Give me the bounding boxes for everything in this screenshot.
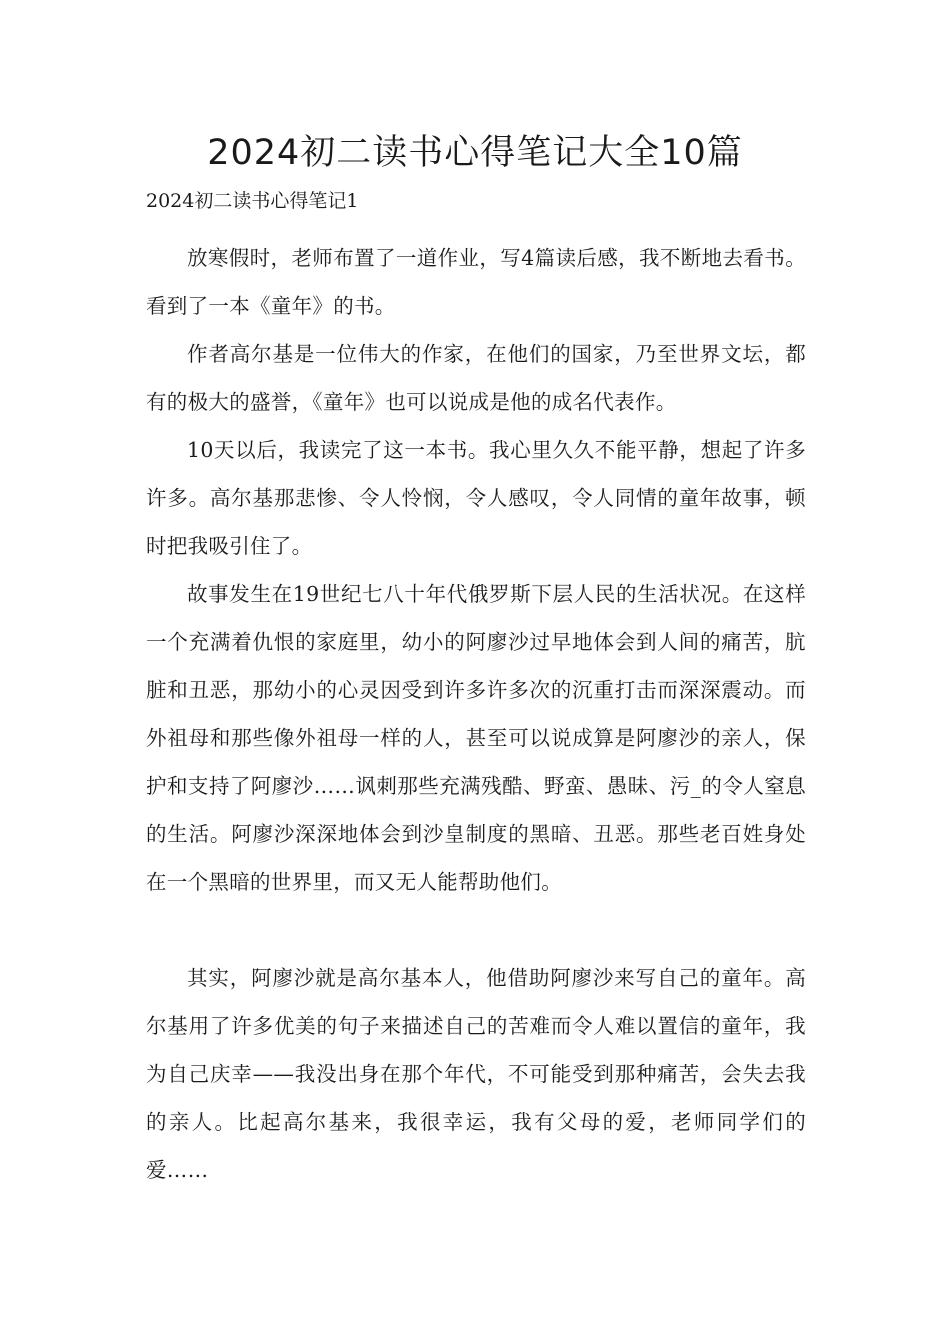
paragraph-4: 故事发生在19世纪七八十年代俄罗斯下层人民的生活状况。在这样一个充满着仇恨的家庭里，幼小的阿廖沙过早地体会到人间的痛苦，肮脏和丑恶，那幼小的心灵因受到许多许多次的沉重打击而深深震动。而外祖母和那些像外祖母一样的人，甚至可以说成算是阿廖沙的亲人，保护和支持了阿廖沙……讽刺那些充满残酷、野蛮、愚昧、污_的令人窒息的生活。阿廖沙深深地体会到沙皇制度的黑暗、丑恶。那些老百姓身处在一个黑暗的世界里，而又无人能帮助他们。 [146,582,806,894]
document-body [146,234,806,1194]
document-title: 2024初二读书心得笔记大全10篇 [207,133,743,173]
paragraph-1: 放寒假时，老师布置了一道作业，写4篇读后感，我不断地去看书。看到了一本《童年》的书。 [146,246,806,318]
paragraph-2: 作者高尔基是一位伟大的作家，在他们的国家，乃至世界文坛，都有的极大的盛誉，《童年》也可以说成是他的成名代表作。 [146,342,806,414]
paragraph-3: 10天以后，我读完了这一本书。我心里久久不能平静，想起了许多许多。高尔基那悲惨、令人怜悯，令人感叹，令人同情的童年故事，顿时把我吸引住了。 [146,438,806,558]
section-subtitle: 2024初二读书心得笔记1 [146,190,359,212]
paragraph-5: 其实，阿廖沙就是高尔基本人，他借助阿廖沙来写自己的童年。高尔基用了许多优美的句子来描述自己的苦难而令人难以置信的童年，我为自己庆幸——我没出身在那个年代，不可能受到那种痛苦，会失去我的亲人。比起高尔基来，我很幸运，我有父母的爱，老师同学们的爱…… [146,966,806,1182]
